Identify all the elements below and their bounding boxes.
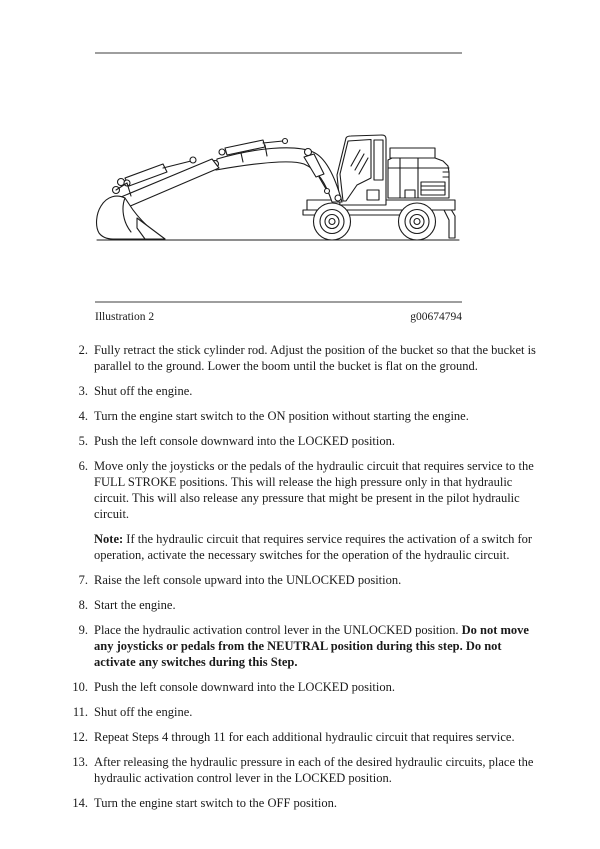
step-text [94,458,542,563]
step-item [68,383,542,399]
step-text [94,754,542,786]
step-text [94,342,542,374]
step-number: 14. [72,796,88,810]
step-item [68,408,542,424]
step-text [94,408,542,424]
step-text-normal: Repeat Steps 4 through 11 for each additional hydraulic circuit that requires service. [94,730,515,744]
step-item [68,679,542,695]
step-text [94,597,542,613]
note-label: Note: [94,532,124,546]
step-item [68,622,542,670]
step-text [94,622,542,670]
illustration-caption: Illustration 2 [95,311,155,323]
excavator-rear-wheel [399,203,436,240]
step-item [68,597,542,613]
step-item [68,572,542,588]
step-item [68,729,542,745]
excavator-cab [337,135,386,205]
excavator-front-wheel [314,203,351,240]
step-item [68,704,542,720]
step-text [94,572,542,588]
step-text-normal: Fully retract the stick cylinder rod. Adjust the position of the bucket so that the bucket is parallel to the ground. Lower the boom until the bucket is flat on the ground. [94,343,536,373]
step-item [68,754,542,786]
step-text-normal: After releasing the hydraulic pressure in each of the desired hydraulic circuits, place the hydraulic activation control lever in the LOCKED position. [94,755,534,785]
step-number: 13. [72,755,88,769]
step-text-normal: Place the hydraulic activation control lever in the UNLOCKED position. [94,623,462,637]
step-number: 8. [78,598,88,612]
note-text: If the hydraulic circuit that requires service requires the activation of a switch for operation, activate the necessary switches for the operation of the hydraulic circuit. [94,532,533,562]
step-text [94,729,542,745]
step-number: 11. [72,705,88,719]
illustration-divider [95,301,462,303]
step-text-bold: Do not move any joysticks or pedals from the NEUTRAL position during this step. Do not activate any switches during this Step. [94,623,529,669]
step-item [68,458,542,563]
step-number: 2. [78,343,88,357]
step-text [94,795,542,811]
step-text-normal: Shut off the engine. [94,384,193,398]
step-text-normal: Turn the engine start switch to the ON position without starting the engine. [94,409,469,423]
step-number: 9. [78,623,88,637]
step-text [94,679,542,695]
step-item [68,795,542,811]
excavator-engine-housing [388,148,449,198]
step-text-normal: Turn the engine start switch to the OFF position. [94,796,337,810]
illustration-caption-row [95,310,462,324]
step-number: 12. [72,730,88,744]
excavator-drawing-icon [95,116,462,244]
illustration-code: g00674794 [410,311,462,323]
step-number: 5. [78,434,88,448]
step-text-normal: Push the left console downward into the LOCKED position. [94,434,396,448]
step-item [68,433,542,449]
excavator-illustration [95,116,462,244]
top-divider [95,52,462,54]
step-note [94,531,542,563]
step-number: 4. [78,409,88,423]
step-text-normal: Start the engine. [94,598,176,612]
step-text-normal: Shut off the engine. [94,705,193,719]
step-text-normal: Push the left console downward into the LOCKED position. [94,680,396,694]
step-number: 10. [72,680,88,694]
step-text-normal: Move only the joysticks or the pedals of the hydraulic circuit that requires service to the FULL STROKE positions. This will release the high pressure only in that hydraulic circuit. This will also release any pressure that might be present in the pilot hydraulic circuit. [94,459,534,521]
step-text [94,433,542,449]
step-number: 7. [78,573,88,587]
step-number: 3. [78,384,88,398]
step-number: 6. [78,459,88,473]
step-text [94,383,542,399]
procedure-steps [68,342,542,820]
step-text-normal: Raise the left console upward into the UNLOCKED position. [94,573,402,587]
excavator-blade [442,206,455,238]
step-item [68,342,542,374]
step-text [94,704,542,720]
